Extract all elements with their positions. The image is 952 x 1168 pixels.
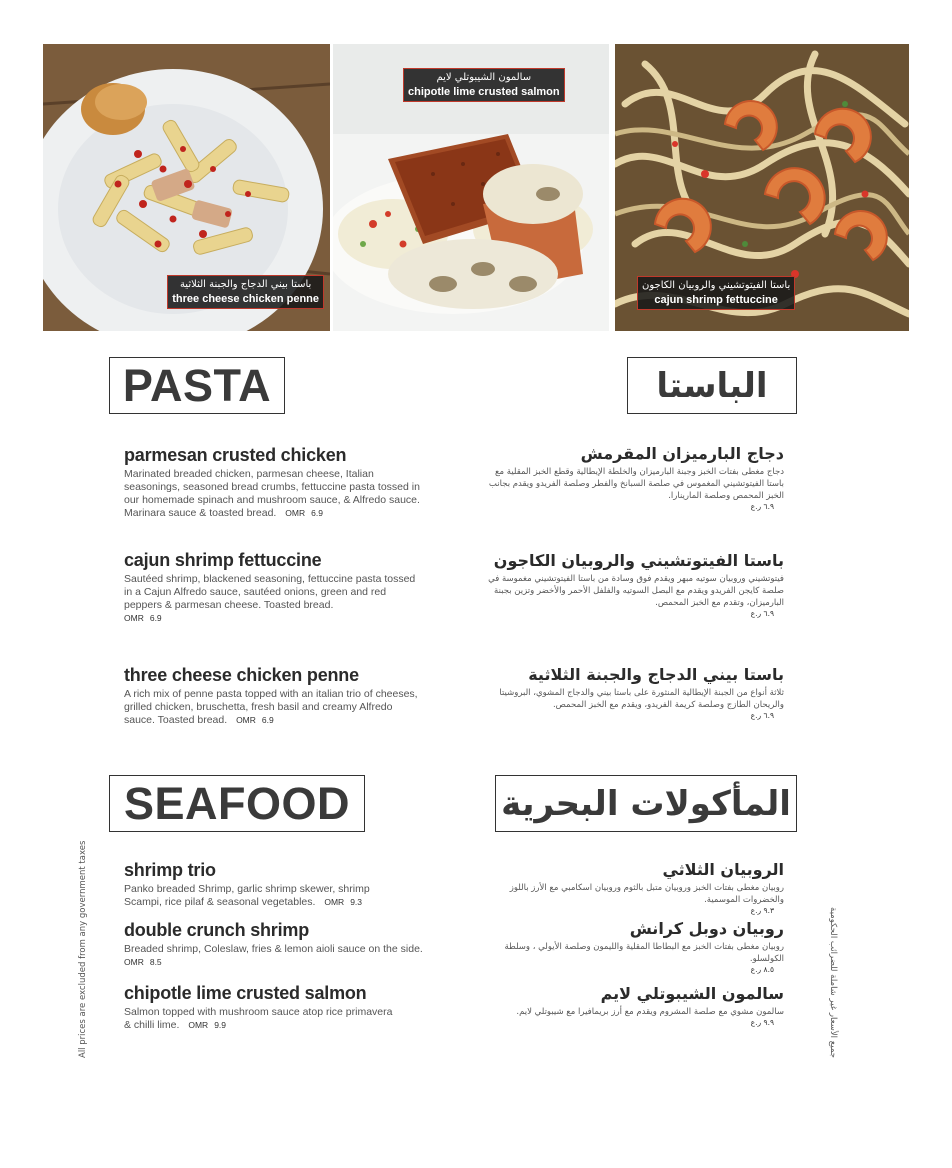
price-value: 9.3 — [350, 897, 363, 907]
item-price-arabic: ٦.٩ ر.ع — [750, 711, 774, 720]
menu-item-double-crunch-shrimp — [124, 920, 424, 969]
item-description-arabic: ثلاثة أنواع من الجبنة الإيطالية المنثورة على باستا بيني والدجاج المشوي، البروشيتا والريحان الطازج وصلصة كريمة الفريدو، ويقدم مع الخبز المحمص. — [499, 688, 784, 710]
item-price — [124, 613, 162, 623]
currency-label: OMR — [188, 1020, 209, 1030]
caption-arabic: باستا الفيتوتشيني والروبيان الكاجون — [642, 280, 791, 291]
item-name-arabic: دجاج البارميزان المقرمش — [580, 444, 784, 463]
item-name-arabic: الروبيان الثلاثي — [662, 860, 784, 879]
photo-caption — [167, 275, 324, 309]
item-description — [124, 1006, 394, 1032]
item-name-arabic: روبيان دوبل كرانش — [629, 919, 784, 938]
currency-label: OMR — [124, 613, 144, 623]
item-name-arabic: باستا بيني الدجاج والجبنة الثلاثية — [528, 665, 784, 684]
menu-item-parmesan-crusted-chicken — [124, 445, 424, 520]
photo-caption — [403, 68, 565, 102]
menu-item-arabic-shrimp-trio — [494, 860, 784, 915]
item-description-text: Sautéed shrimp, blackened seasoning, fettuccine pasta tossed in a Cajun Alfredo sauce, sautéed onions, green and red peppers & parmesan cheese. Toasted bread. — [124, 573, 416, 611]
item-description-text: Marinated breaded chicken, parmesan cheese, Italian seasonings, seasoned bread crumbs, fettuccine pasta tossed in our homemade spinach and mushroom sauce, & Alfredo sauce. Marinara sauce & toasted bread. — [124, 468, 420, 519]
price-value: 6.9 — [311, 508, 323, 518]
menu-item-chipotle-lime-crusted-salmon — [124, 983, 394, 1032]
item-price — [188, 1020, 226, 1030]
caption-english: chipotle lime crusted salmon — [408, 86, 560, 98]
currency-label: OMR — [236, 715, 256, 725]
item-price — [324, 897, 362, 907]
photo-chipotle-lime-salmon — [333, 44, 609, 331]
item-name: double crunch shrimp — [124, 920, 310, 940]
item-price-arabic: ٨.٥ ر.ع — [750, 965, 774, 974]
photo-cajun-shrimp-fettuccine — [615, 44, 909, 331]
menu-item-three-cheese-chicken-penne — [124, 665, 424, 727]
menu-item-arabic-chipotle-lime-salmon — [494, 984, 784, 1027]
item-price-arabic: ٦.٩ ر.ع — [750, 609, 774, 618]
menu-item-arabic-three-cheese-chicken-penne — [484, 665, 784, 720]
item-description-arabic: روبيان مغطى بفتات الخبز وروبيان متبل بالثوم وروبيان اسكامبي مع الأرز باللوز والخضروات الموسمية. — [509, 883, 784, 905]
item-price — [124, 957, 162, 967]
item-name-arabic: باستا الفيتوتشيني والروبيان الكاجون — [493, 551, 784, 570]
item-description — [124, 688, 424, 727]
item-name-arabic: سالمون الشيبوتلي لايم — [600, 984, 784, 1003]
item-name: chipotle lime crusted salmon — [124, 983, 367, 1003]
caption-arabic: سالمون الشيبوتلي لايم — [436, 72, 532, 83]
menu-item-cajun-shrimp-fettuccine — [124, 550, 424, 625]
item-description-text: A rich mix of penne pasta topped with an italian trio of cheeses, grilled chicken, bruschetta, fresh basil and creamy Alfredo sauce. Toasted bread. — [124, 688, 418, 726]
price-value: 6.9 — [149, 613, 162, 623]
item-description — [124, 883, 374, 909]
currency-label: OMR — [124, 957, 144, 967]
item-price-arabic: ٦.٩ ر.ع — [750, 502, 774, 511]
item-description-arabic: فيتوتشيني وروبيان سوتيه مبهر ويقدم فوق وسادة من باستا الفيتوتشيني مغموسة في صلصة كايجن الفريدو ويقدم مع البصل السوتيه والفلفل الأحمر والأخضر وتزين بجبنة البارميزان، وتقدم مع الخبز المحمص. — [488, 574, 784, 608]
caption-english: three cheese chicken penne — [172, 293, 319, 305]
item-description-text: Panko breaded Shrimp, garlic shrimp skewer, shrimp Scampi, rice pilaf & seasonal vegetables. — [124, 883, 370, 908]
section-title-pasta: PASTA — [109, 357, 285, 414]
tax-note-english: All prices are excluded from any government taxes — [78, 840, 88, 1058]
item-description — [124, 573, 424, 625]
item-description-text: Breaded shrimp, Coleslaw, fries & lemon aioli sauce on the side. — [124, 943, 423, 955]
price-value: 9.9 — [214, 1020, 227, 1030]
currency-label: OMR — [285, 508, 306, 518]
item-price — [236, 715, 274, 725]
item-description-text: Salmon topped with mushroom sauce atop rice primavera & chilli lime. — [124, 1006, 393, 1031]
item-name: shrimp trio — [124, 860, 216, 880]
item-description-arabic: دجاج مغطى بفتات الخبز وجبنة البارميزان والخلطة الإيطالية وقطع الخبز المقلية مع باستا الفيتوتشيني المغموس في صلصة السبانخ والفطر وصلصة الفريدو ويقدم بجانب الخبز المحمص وصلصة المارينارا. — [488, 467, 784, 501]
menu-item-shrimp-trio — [124, 860, 374, 909]
menu-item-arabic-cajun-shrimp-fettuccine — [464, 551, 784, 618]
price-value: 8.5 — [149, 957, 162, 967]
item-price-arabic: ٩.٣ ر.ع — [750, 906, 774, 915]
currency-label: OMR — [324, 897, 345, 907]
caption-arabic: باستا بيني الدجاج والجبنة الثلاثية — [179, 279, 312, 290]
item-description — [124, 943, 424, 969]
item-name: three cheese chicken penne — [124, 665, 359, 685]
caption-english: cajun shrimp fettuccine — [654, 294, 778, 306]
item-name: cajun shrimp fettuccine — [124, 550, 322, 570]
menu-item-arabic-parmesan-crusted-chicken — [484, 444, 784, 511]
price-value: 6.9 — [261, 715, 274, 725]
photo-caption — [637, 276, 795, 310]
item-description-arabic: روبيان مغطى بفتات الخبز مع البطاطا المقلية والليمون وصلصة الأيولي ، وسلطة الكولسلو. — [504, 942, 784, 964]
photo-three-cheese-chicken-penne — [43, 44, 330, 331]
item-price-arabic: ٩.٩ ر.ع — [750, 1018, 774, 1027]
item-description-arabic: سالمون مشوي مع صلصة المشروم ويقدم مع أرز بريمافيرا مع شيبوتلي لايم. — [516, 1007, 784, 1017]
section-title-seafood: SEAFOOD — [109, 775, 365, 832]
item-name: parmesan crusted chicken — [124, 445, 347, 465]
menu-item-arabic-double-crunch-shrimp — [494, 919, 784, 974]
item-description — [124, 468, 424, 520]
item-price — [285, 508, 323, 518]
section-title-seafood-arabic: المأكولات البحرية — [495, 775, 797, 832]
tax-note-arabic: جميع الأسعار غير شاملة للضرائب الحكومية — [828, 907, 838, 1058]
section-title-pasta-arabic: الباستا — [627, 357, 797, 414]
